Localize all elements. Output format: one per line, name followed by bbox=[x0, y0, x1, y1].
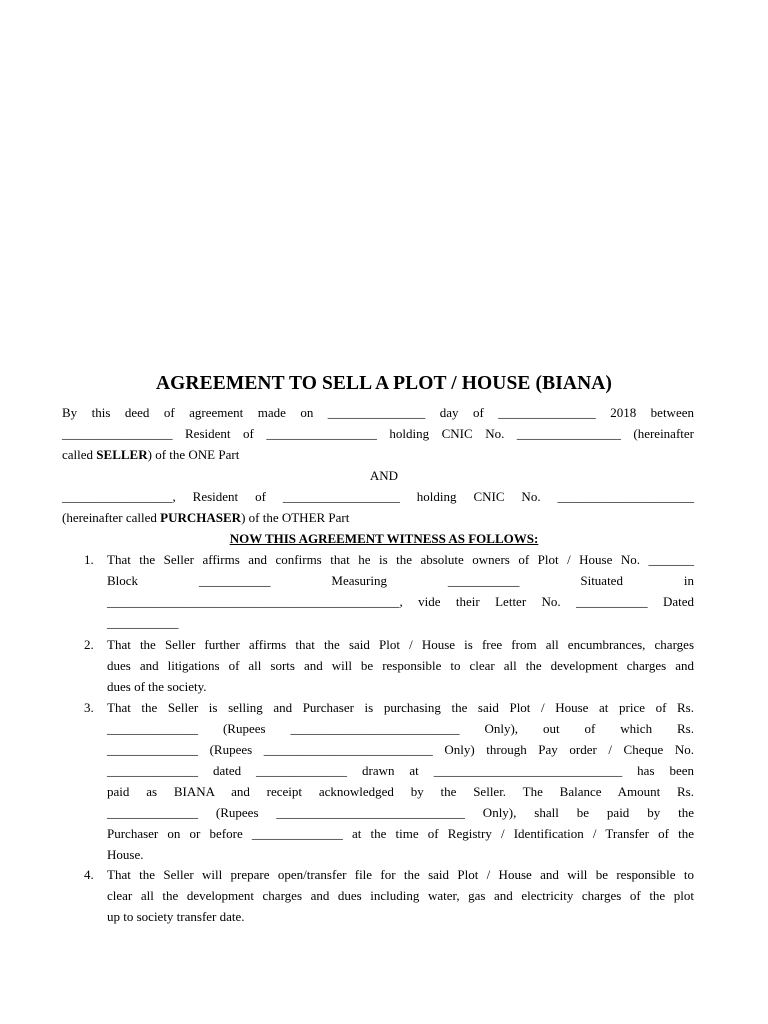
intro-line-1: By this deed of agreement made on _______________ day of _______________ 2018 between bbox=[62, 405, 694, 420]
clause-number: 4. bbox=[84, 867, 94, 882]
clause-4-line-3: up to society transfer date. bbox=[107, 909, 245, 924]
intro-line-3 bbox=[62, 447, 239, 463]
clause-1-line-2: Block ___________ Measuring ___________ Situated in bbox=[107, 573, 694, 588]
clause-number: 3. bbox=[84, 700, 94, 715]
clause-3-line-2: ______________ (Rupees __________________________ Only), out of which Rs. bbox=[107, 721, 694, 736]
party2-line-2-prefix: (hereinafter called bbox=[62, 510, 161, 525]
clause-3-line-4: ______________ dated ______________ drawn at _____________________________ has been bbox=[107, 763, 694, 778]
clause-3-line-6: ______________ (Rupees _____________________________ Only), shall be paid by the bbox=[107, 805, 694, 820]
clause-number: 1. bbox=[84, 552, 94, 567]
clause-2-line-2: dues and litigations of all sorts and will be responsible to clear all the development charges and bbox=[107, 658, 694, 673]
intro-line-2: _________________ Resident of _________________ holding CNIC No. ________________ (hereinafter bbox=[62, 426, 694, 441]
clause-4-line-1: That the Seller will prepare open/transfer file for the said Plot / House and will be responsible to bbox=[107, 867, 694, 882]
purchaser-label: PURCHASER bbox=[160, 510, 242, 525]
clause-number: 2. bbox=[84, 637, 94, 652]
clause-4-line-2: clear all the development charges and dues including water, gas and electricity charges of the plot bbox=[107, 888, 694, 903]
clause-1-line-4: ___________ bbox=[107, 615, 179, 630]
party2-line-2 bbox=[62, 510, 349, 526]
clause-3-line-3: ______________ (Rupees __________________________ Only) through Pay order / Cheque No. bbox=[107, 742, 694, 757]
party2-line-2-suffix: ) of the OTHER Part bbox=[241, 510, 350, 525]
clause-2-line-3: dues of the society. bbox=[107, 679, 207, 694]
clause-3-line-5: paid as BIANA and receipt acknowledged by the Seller. The Balance Amount Rs. bbox=[107, 784, 694, 799]
clause-2-line-1: That the Seller further affirms that the said Plot / House is free from all encumbrances, charges bbox=[107, 637, 694, 652]
seller-label: SELLER bbox=[96, 447, 148, 462]
witness-heading: NOW THIS AGREEMENT WITNESS AS FOLLOWS: bbox=[229, 531, 539, 546]
clause-1-line-1: That the Seller affirms and confirms that he is the absolute owners of Plot / House No. _______ bbox=[107, 552, 694, 567]
party2-line-1: _________________, Resident of __________________ holding CNIC No. _____________________ bbox=[62, 489, 694, 504]
intro-line-3-prefix: called bbox=[62, 447, 97, 462]
clause-3-line-1: That the Seller is selling and Purchaser is purchasing the said Plot / House at price of Rs. bbox=[107, 700, 694, 715]
document-title: AGREEMENT TO SELL A PLOT / HOUSE (BIANA) bbox=[155, 373, 613, 394]
intro-line-3-suffix: ) of the ONE Part bbox=[147, 447, 240, 462]
clause-3-line-7: Purchaser on or before ______________ at the time of Registry / Identification / Transfer of the bbox=[107, 826, 694, 841]
clause-3-line-8: House. bbox=[107, 847, 144, 862]
clause-1-line-3: _____________________________________________, vide their Letter No. ___________ Dated bbox=[107, 594, 694, 609]
and-label: AND bbox=[369, 468, 399, 483]
